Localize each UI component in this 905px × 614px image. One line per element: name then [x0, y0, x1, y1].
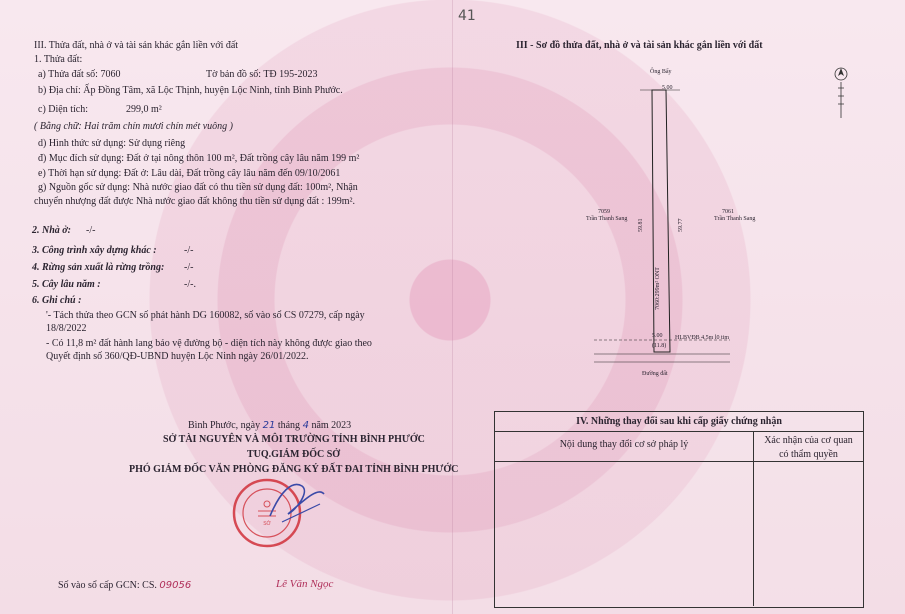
right-neighbor-number: 7061 [722, 209, 734, 215]
signer-name: Lê Văn Ngọc [276, 578, 334, 590]
book-number: 09056 [159, 580, 192, 591]
changes-content-column [495, 432, 754, 606]
date-year: năm 2023 [311, 420, 352, 431]
date-prefix: Bình Phước, ngày [188, 420, 261, 431]
perennial-label: 5. Cây lâu năm : [32, 279, 101, 290]
page-mark: 41 [458, 8, 476, 24]
dim-left: 59.81 [638, 218, 644, 232]
area-label: c) Diện tích: [38, 104, 88, 115]
org-line-1: SỞ TÀI NGUYÊN VÀ MÔI TRƯỜNG TỈNH BÌNH PHƯỚC [163, 434, 425, 445]
area-value: 299,0 m² [126, 104, 162, 115]
usage-origin-1: g) Nguồn gốc sử dụng: Nhà nước giao đất có thu tiền sử dụng đất: 100m², Nhận [38, 182, 358, 193]
date-day: 21 [262, 420, 276, 431]
section-header-right: III - Sơ đồ thửa đất, nhà ở và tài sản khác gắn liền với đất [516, 40, 763, 51]
note-1-line-2: 18/8/2022 [46, 323, 87, 334]
north-arrow-icon [832, 62, 850, 122]
date-month-label: tháng [277, 420, 301, 431]
section-header-left: III. Thửa đất, nhà ở và tài sản khác gắn liền với đất [34, 40, 239, 51]
dim-bottom-sub: (11.8) [652, 343, 667, 349]
confirm-header-line-1: Xác nhận của cơ quan [764, 435, 853, 446]
note-2-line-2: Quyết định số 360/QĐ-UBND huyện Lộc Ninh ngày 26/01/2022. [46, 351, 309, 362]
parcel-address: b) Địa chỉ: Ấp Đồng Tâm, xã Lộc Thịnh, huyện Lộc Ninh, tỉnh Bình Phước. [38, 85, 343, 96]
usage-purpose: đ) Mục đích sử dụng: Đất ở tại nông thôn 100 m², Đất trồng cây lâu năm 199 m² [38, 153, 360, 164]
changes-content-header: Nội dung thay đổi cơ sở pháp lý [495, 432, 753, 462]
usage-origin-2: chuyển nhượng đất được Nhà nước giao đất không thu tiền sử dụng đất : 199m². [34, 196, 356, 207]
changes-confirm-header [754, 432, 863, 462]
top-owner: Ông Bẩy [650, 69, 672, 75]
left-neighbor-name: Trần Thanh Sang [586, 216, 628, 222]
usage-form: d) Hình thức sử dụng: Sử dụng riêng [38, 138, 186, 149]
usage-term: e) Thời hạn sử dụng: Đất ở: Lâu dài, Đất trồng cây lâu năm đến 09/10/2061 [38, 168, 341, 179]
forest-label: 4. Rừng sản xuất là rừng trồng: [32, 262, 165, 273]
confirm-header-line-2: có thẩm quyền [779, 449, 838, 460]
org-line-2: TUQ.GIÁM ĐỐC SỞ [247, 449, 341, 460]
dim-bottom: 5.00 [652, 333, 663, 339]
parcel-label: 7060:299m² ONT [655, 267, 661, 310]
area-in-words: ( Bằng chữ: Hai trăm chín mươi chín mét vuông ) [34, 121, 233, 132]
road-label: Đường đất [642, 371, 668, 377]
book-label: Số vào sổ cấp GCN: CS. [58, 580, 157, 591]
changes-table [494, 411, 864, 608]
issue-date [188, 420, 351, 431]
book-entry [58, 580, 191, 591]
note-1-line-1: '- Tách thửa theo GCN số phát hành DG 160082, số vào sổ CS 07279, cấp ngày [46, 310, 365, 321]
construction-label: 3. Công trình xây dựng khác : [32, 245, 157, 256]
house-value: -/- [86, 225, 96, 236]
changes-title: IV. Những thay đổi sau khi cấp giấy chứng nhận [495, 412, 863, 432]
date-month: 4 [302, 420, 309, 431]
signature-icon [262, 472, 332, 532]
house-label: 2. Nhà ở: [32, 225, 71, 236]
right-neighbor-name: Trần Thanh Sang [714, 216, 756, 222]
notes-label: 6. Ghi chú : [32, 295, 82, 306]
dim-top: 5.00 [662, 85, 673, 91]
page-fold [452, 0, 453, 614]
note-2-line-1: - Có 11,8 m² đất hành lang bảo vệ đường bộ - diện tích này không được giao theo [46, 338, 372, 349]
forest-value: -/- [184, 262, 194, 273]
perennial-value: -/-. [184, 279, 196, 290]
road-corridor: HLBVĐB 4.5m l0 tim [675, 335, 730, 341]
svg-text:SỞ: SỞ [263, 521, 271, 527]
org-line-3: PHÓ GIÁM ĐỐC VĂN PHÒNG ĐĂNG KÝ ĐẤT ĐAI TỈNH BÌNH PHƯỚC [129, 464, 459, 475]
sub-header: 1. Thửa đất: [34, 54, 83, 65]
dim-right: 59.77 [678, 218, 684, 232]
changes-confirm-column [754, 432, 863, 606]
left-neighbor-number: 7059 [598, 209, 610, 215]
parcel-number: a) Thửa đất số: 7060 [38, 69, 121, 80]
construction-value: -/- [184, 245, 194, 256]
map-sheet: Tờ bản đồ số: TĐ 195-2023 [206, 69, 318, 80]
